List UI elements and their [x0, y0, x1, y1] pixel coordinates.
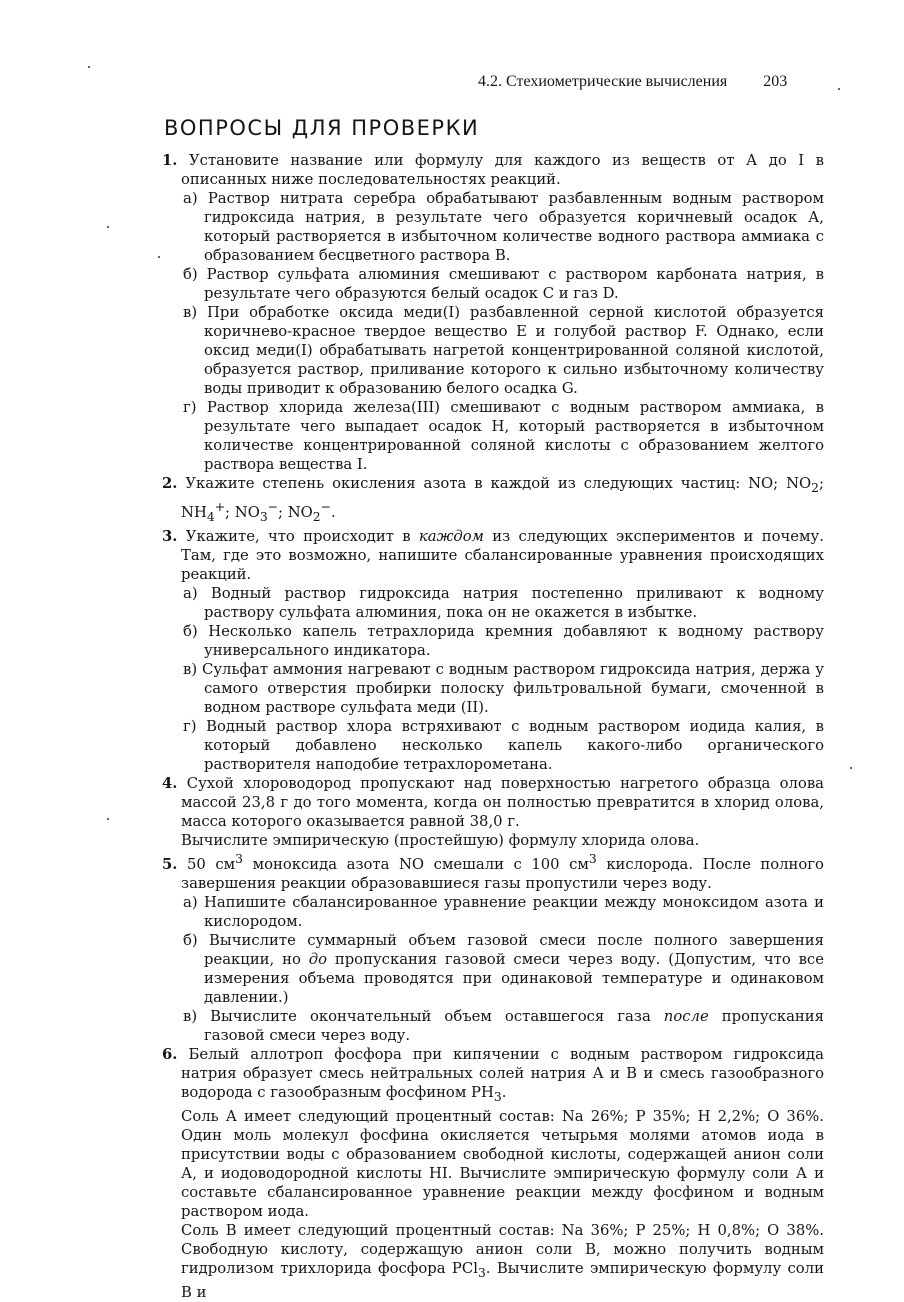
question-4: 4. Сухой хлороводород пропускают над поверхностью нагретого образца олова массой 23,8 г до того момента, когда он полностью превратится в хлорид олова, масса которого оказывается равной 38,0 г.	[162, 774, 824, 830]
question-5-v: в) Вычислите окончательный объем оставшегося газа после пропускания газовой смеси через воду.	[183, 1007, 824, 1044]
questions	[162, 151, 824, 1302]
question-4-task: Вычислите эмпирическую (простейшую) формулу хлорида олова.	[181, 831, 700, 849]
page-number: 203	[763, 73, 788, 90]
question-1-g: г) Раствор хлорида железа(III) смешивают с водным раствором аммиака, в результате чего выпадает осадок Н, который растворяется в избыточном количестве концентрированной соляной кислоты с образованием желтого раствора вещества I.	[183, 399, 824, 473]
scan-speck	[107, 818, 109, 820]
question-6: 6. Белый аллотроп фосфора при кипячении с водным раствором гидроксида натрия образует смесь нейтральных солей натрия А и В и смесь газообразного водорода с газообразным фосфином $РН_3$.	[162, 1045, 824, 1104]
question-2: 2. Укажите степень окисления азота в каждой из следующих частиц: NO; $NO_2$; $NH_4^+$; $NO_3^-$; $NO_2^-$.	[162, 475, 824, 524]
scan-speck	[838, 88, 840, 90]
section-title: 4.2. Стехиометрические вычисления	[478, 73, 728, 90]
question-6-salt-b: Соль В имеет следующий процентный состав: Na 36%; Р 25%; Н 0,8%; О 38%. Свободную кислоту, содержащую анион соли В, можно получить водным гидролизом трихлорида фосфора РСl$_3$. Вычислите эмпирическую формулу соли В и	[181, 1221, 824, 1301]
question-1-a: а) Раствор нитрата серебра обрабатывают разбавленным водным раствором гидроксида натрия, в результате чего образуется коричневый осадок А, который растворяется в избыточном количестве водного раствора аммиака с образованием бесцветного раствора В.	[183, 190, 824, 264]
scan-speck	[88, 66, 90, 68]
question-5-b: б) Вычислите суммарный объем газовой смеси после полного завершения реакции, но до пропускания газовой смеси через воду. (Допустим, что все измерения объема проводятся при одинаковой температуре и одинаковом давлении.)	[183, 931, 824, 1006]
question-5: 5. 50 $см^3$ моноксида азота NO смешали с 100 $см^3$ кислорода. После полного завершения реакции образовавшиеся газы пропустили через воду.	[162, 851, 824, 892]
question-1: 1. Установите название или формулу для каждого из веществ от А до I в описанных ниже последовательностях реакций.	[162, 152, 824, 188]
question-1-b: б) Раствор сульфата алюминия смешивают с раствором карбоната натрия, в результате чего образуются белый осадок С и газ D.	[183, 266, 824, 302]
scan-speck	[107, 226, 109, 228]
running-header	[478, 73, 787, 91]
question-3-b: б) Несколько капель тетрахлорида кремния добавляют к водному раствору универсального индикатора.	[183, 622, 824, 659]
question-3: 3. Укажите, что происходит в каждом из следующих экспериментов и почему. Там, где это возможно, напишите сбалансированные уравнения происходящих реакций.	[162, 527, 824, 583]
scan-speck	[850, 767, 852, 769]
question-3-v: в) Сульфат аммония нагревают с водным раствором гидроксида натрия, держа у самого отверстия пробирки полоску фильтровальной бумаги, смоченной в водном растворе сульфата меди (II).	[183, 660, 824, 716]
question-1-v: в) При обработке оксида меди(I) разбавленной серной кислотой образуется коричнево-красное твердое вещество Е и голубой раствор F. Однако, если оксид меди(I) обрабатывать нагретой концентрированной соляной кислотой, образуется раствор, приливание которого к сильно избыточному количеству воды приводит к образованию белого осадка G.	[183, 304, 824, 397]
page-heading: ВОПРОСЫ ДЛЯ ПРОВЕРКИ	[164, 116, 480, 140]
scan-speck	[158, 256, 160, 258]
question-5-a: а) Напишите сбалансированное уравнение реакции между моноксидом азота и кислородом.	[183, 893, 824, 930]
question-6-salt-a: Соль А имеет следующий процентный состав: Na 26%; Р 35%; Н 2,2%; О 36%. Один моль молекул фосфина окисляется четырьмя молями атомов иода в присутствии воды с образованием свободной кислоты, содержащей анион соли А, и иодоводородной кислоты HI. Вычислите эмпирическую формулу соли А и составьте сбалансированное уравнение реакции между фосфином и водным раствором иода.	[181, 1107, 824, 1220]
question-3-g: г) Водный раствор хлора встряхивают с водным раствором иодида калия, в который добавлено несколько капель какого-либо органического растворителя наподобие тетрахлорометана.	[183, 717, 824, 773]
question-3-a: а) Водный раствор гидроксида натрия постепенно приливают к водному раствору сульфата алюминия, пока он не окажется в избытке.	[183, 584, 824, 621]
